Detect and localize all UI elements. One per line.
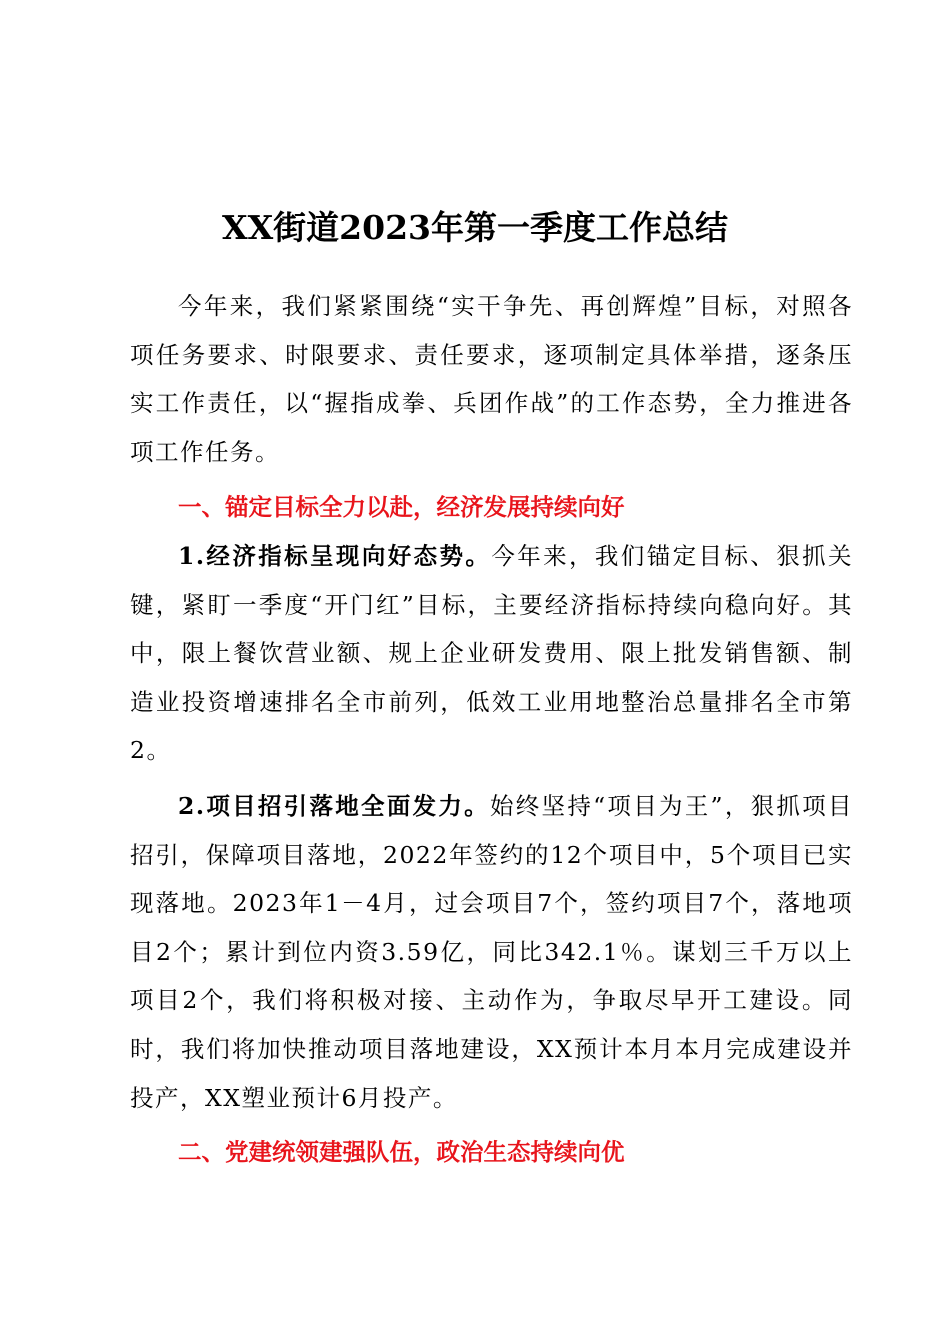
item-text-1: 今年来，我们锚定目标、狠抓关键，紧盯一季度“开门红”目标，主要经济指标持续向稳向好。其中，限上餐饮营业额、规上企业研发费用、限上批发销售额、制造业投资增速排名全市前列，低效工业用地整治总量排名全市第2。 (130, 542, 853, 765)
section-heading-2: 二、党建统领建强队伍，政治生态持续向优 (178, 1138, 625, 1166)
intro-paragraph: 今年来，我们紧紧围绕“实干争先、再创辉煌”目标，对照各项任务要求、时限要求、责任要求，逐项制定具体举措，逐条压实工作责任，以“握指成拳、兵团作战”的工作态势，全力推进各项工作任务。 (130, 292, 853, 466)
document-title: XX街道2023年第一季度工作总结 (221, 208, 729, 247)
item-lead-1: 1.经济指标呈现向好态势。 (178, 542, 492, 570)
item-text-2: 始终坚持“项目为王”，狠抓项目招引，保障项目落地，2022年签约的12个项目中，5个项目已实现落地。2023年1－4月，过会项目7个，签约项目7个，落地项目2个；累计到位内资3.59亿，同比342.1％。谋划三千万以上项目2个，我们将积极对接、主动作为，争取尽早开工建设。同时，我们将加快推动项目落地建设，XX预计本月本月完成建设并投产，XX塑业预计6月投产。 (130, 792, 853, 1112)
section-heading-1: 一、锚定目标全力以赴，经济发展持续向好 (178, 493, 625, 521)
item-paragraph-1 (130, 532, 853, 775)
item-lead-2: 2.项目招引落地全面发力。 (178, 792, 490, 820)
item-paragraph-2 (130, 782, 853, 1122)
